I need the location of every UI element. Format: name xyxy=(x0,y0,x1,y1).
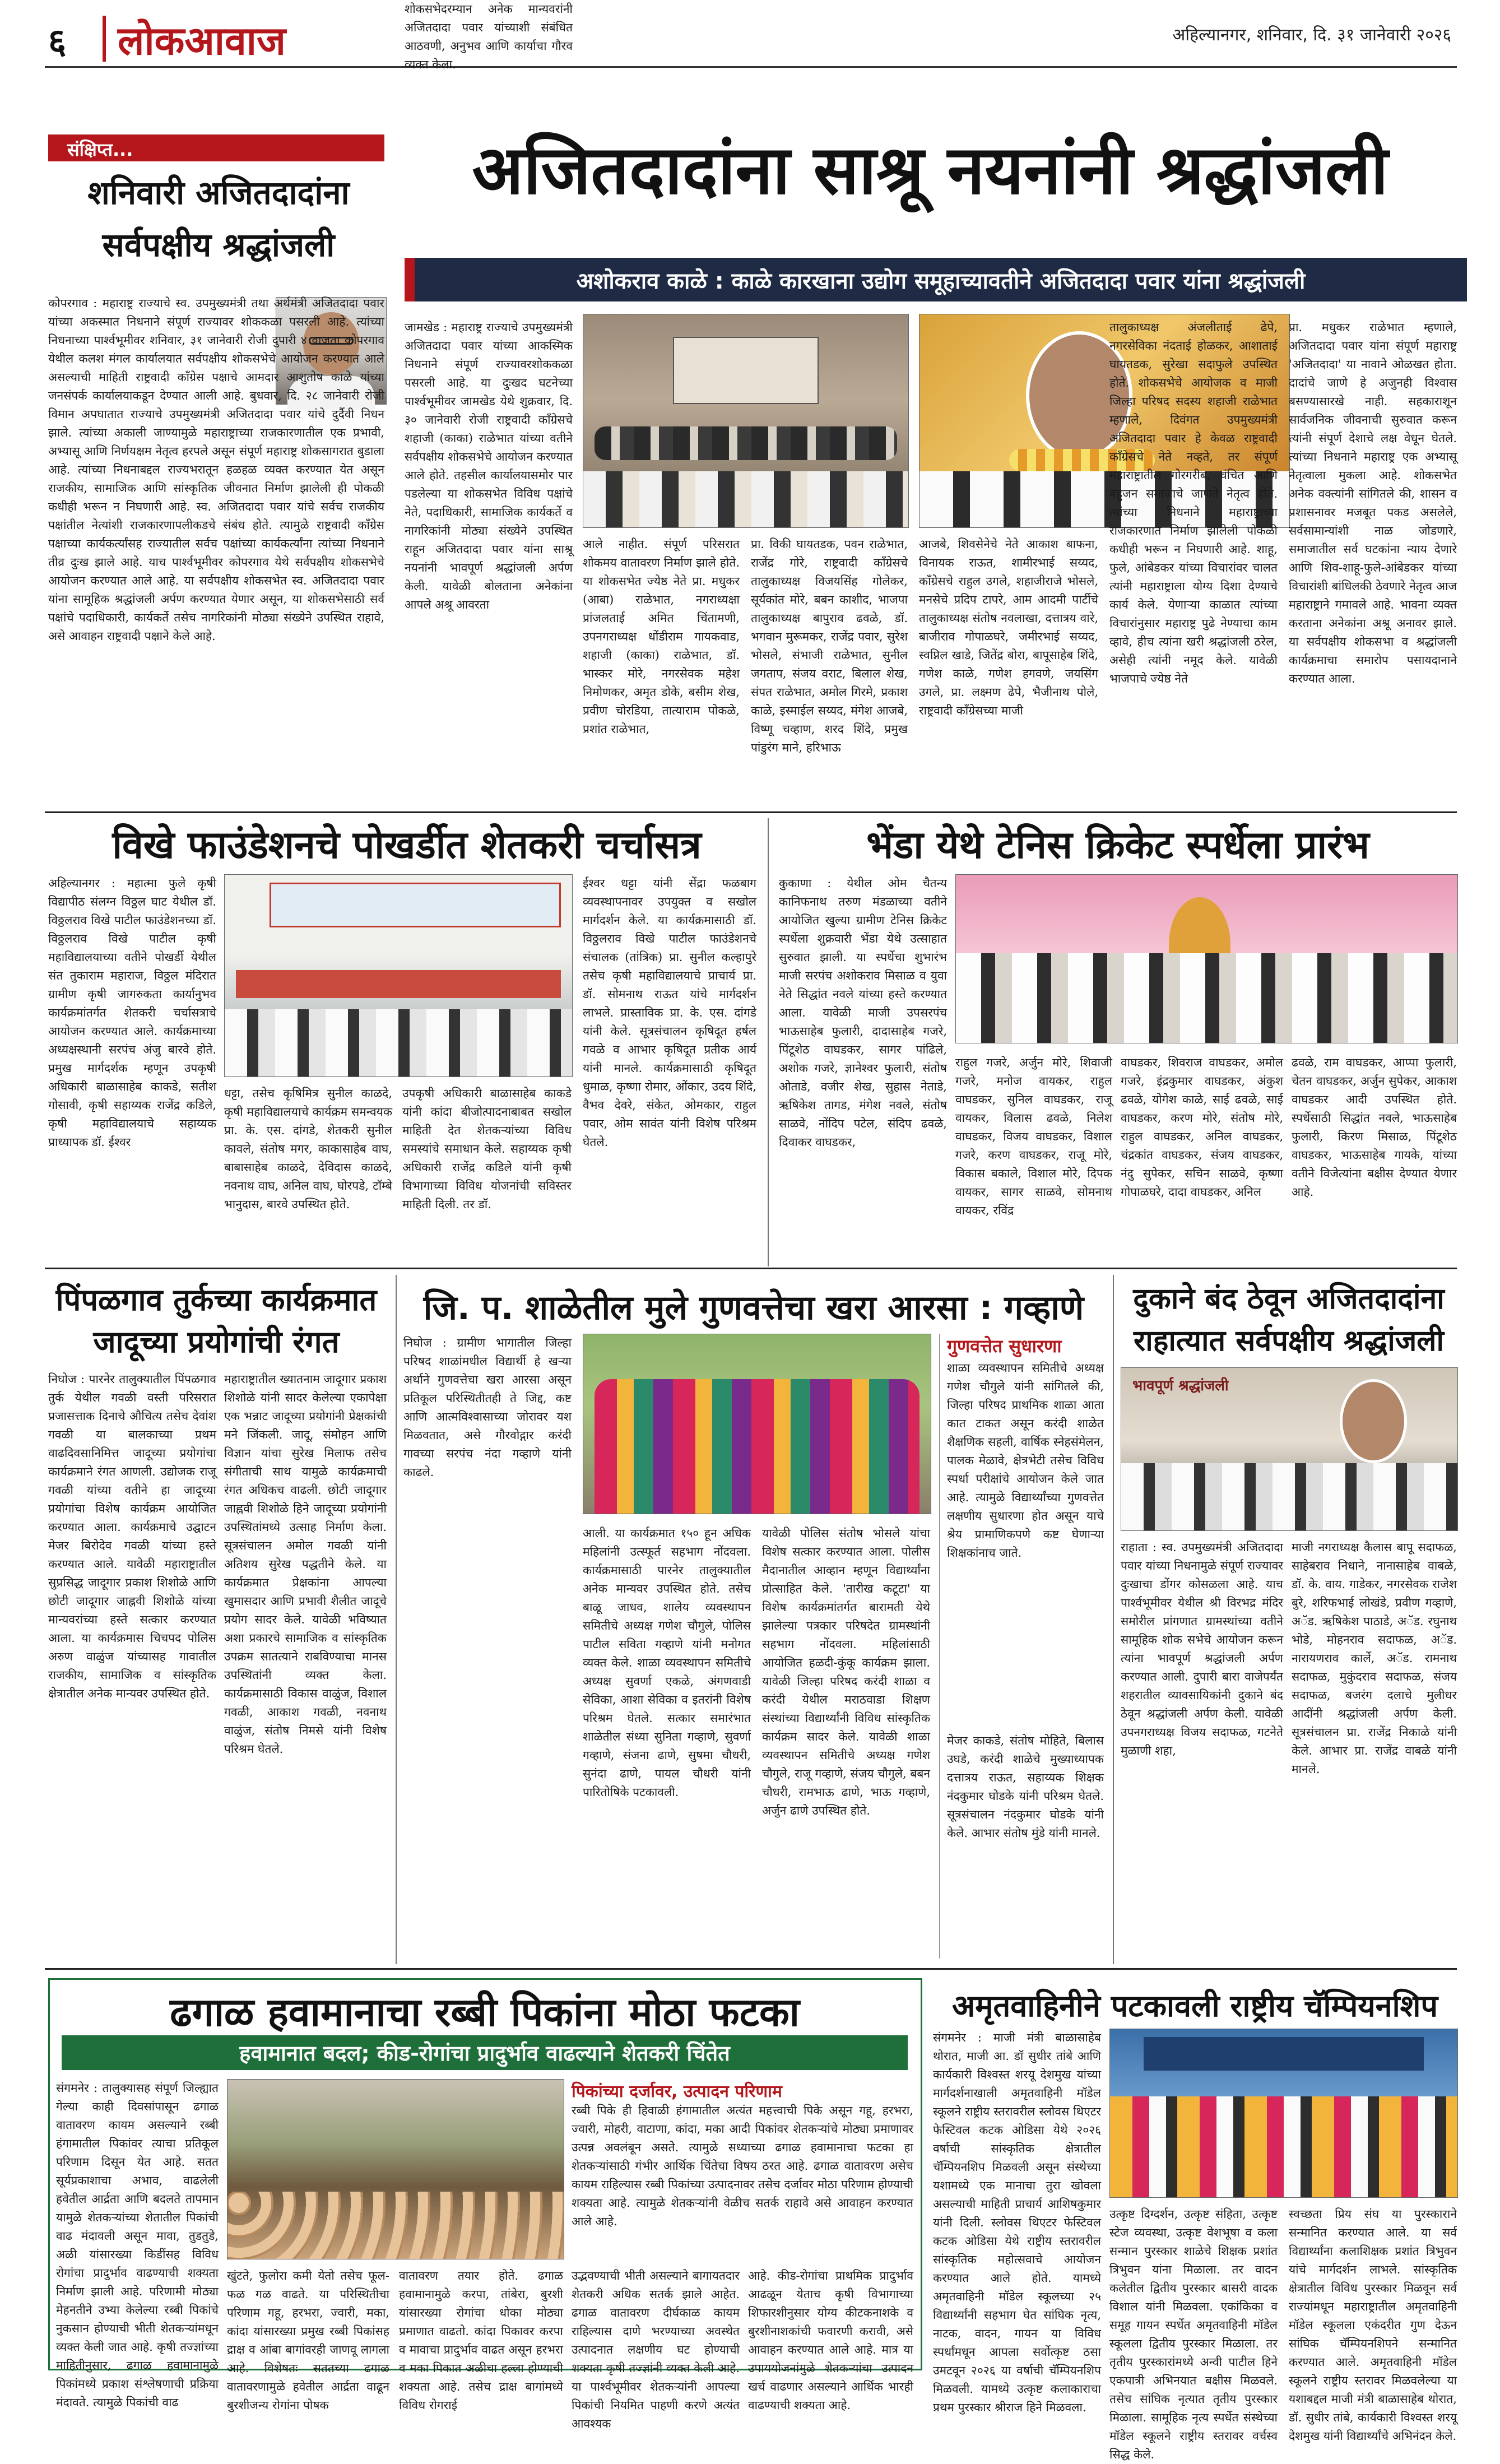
rahata-col-1: राहाता : स्व. उपमुख्यमंत्री अजितदादा पवार यांच्या निधनामुळे संपूर्ण राज्यावर दुःखाचा डोंगर कोसळला आहे. याच पार्श्वभूमीवर येथील श्री विरभद्र मंदिर समोरील प्रांगणात ग्रामस्थांच्या वतीने सामूहिक शोक सभेचे आयोजन करून त्यांना भावपूर्ण श्रद्धांजली अर्पण करण्यात आली. दुपारी बारा वाजेपर्यंत शहरातील व्यावसायिकांनी दुकाने बंद ठेवून श्रद्धांजली अर्पण केली. यावेळी उपनगराध्यक्ष विजय सदाफळ, गटनेते मुळाणी शहा, xyxy=(1121,1540,1283,1757)
lead-col-4: आजबे, शिवसेनेचे नेते आकाश बाफना, विनायक राऊत, शामीरभाई सय्यद, काँग्रेसचे राहुल उगले, शहाजीराजे भोसले, मनसेचे प्रदिप टापरे, आम आदमी पार्टीचे तालुकाध्यक्ष संतोष नवलाखा, दत्तात्रय वारे, बाजीराव गोपाळघरे, जमीरभाई सय्यद, स्वप्निल खाडे, जितेंद्र बोरा, बापूसाहेब शिंदे, गणेश काळे, गणेश हगवणे, जयसिंग उगले, प्रा. लक्ष्मण ढेपे, भैजीनाथ पोले, राष्ट्रवादी काँग्रेसच्या माजी xyxy=(919,537,1098,717)
school-women-group xyxy=(595,1379,919,1514)
lead-col-2: आले नाहीत. संपूर्ण परिसरात शोकमय वातावरण निर्माण झाले होते. या शोकसभेत ज्येष्ठ नेते प्रा. मधुकर (आबा) राळेभात, नगराध्यक्षा प्रांजलताई अमित चिंतामणी, उपनगराध्यक्ष धोंडीराम गायकवाड, शहाजी (काका) राळेभात, डॉ. भास्कर मोरे, नगरसेवक महेश निमोणकर, अमृत डोके, बसीम शेख, प्रवीण चोरडिया, तात्याराम पोकळे, प्रशांत राळेभात, xyxy=(583,537,740,736)
tennis-col-4: ढवळे, राम वाघडकर, आप्पा फुलारी, चेतन वाघडकर, अर्जुन सुपेकर, आकाश वाघडकर आदी उपस्थित होते. स्पर्धेसाठी सिद्धांत नवले, भाऊसाहेब फुलारी, किरण मिसाळ, पिंटूशेठ वाघडकर, भाऊसाहेब गायके, यांच्या वतीने विजेत्यांना बक्षीस देण्यात येणार आहे. xyxy=(1292,1056,1457,1199)
lead-col-1: जामखेड : महाराष्ट्र राज्याचे उपमुख्यमंत्री अजितदादा पवार यांच्या आकस्मिक निधनाने संपूर्ण राज्यावरशोककळा पसरली आहे. या दुःखद घटनेच्या पार्श्वभूमीवर जामखेड येथे शुक्रवार, दि. ३० जानेवारी रोजी राष्ट्रवादी काँग्रेसचे शहाजी (काका) राळेभात यांच्या वतीने सर्वपक्षीय शोकसभेचे आयोजन करण्यात आले होते. तहसील कार्यालयासमोर पार पडलेल्या या शोकसभेत विविध पक्षांचे नेते, पदाधिकारी, सामाजिक कार्यकर्ते व नागरिकांनी मोठ्या संख्येने उपस्थित राहून अजितदादा पवार यांना साश्रू नयनांनी भावपूर्ण श्रद्धांजली अर्पण केली. यावेळी बोलताना अनेकांना आपले अश्रू आवरता xyxy=(405,321,573,611)
magic-col-2: महाराष्ट्रातील ख्यातनाम जादूगार प्रकाश शिशोळे यांनी सादर केलेल्या एकापेक्षा एक भन्नाट जादूच्या प्रयोगांनी प्रेक्षकांची मने जिंकली. जादू, संमोहन आणि विज्ञान यांचा सुरेख मिलाफ तसेच संगीताची साथ यामुळे कार्यक्रमाची रंगत अधिकच वाढली. छोटी जादूगार जाह्नवी शिशोळे हिने जादूच्या प्रयोगांनी उपस्थितांमध्ये उत्साह निर्माण केला. सूत्रसंचालन अमोल गवळी यांनी अतिशय सुरेख पद्धतीने केले. या कार्यक्रमात प्रेक्षकांना आपल्या खुमासदार आणि प्रभावी शैलीत जादूचे प्रयोग सादर केले. यावेळी भविष्यात अशा प्रकारचे सामाजिक व सांस्कृतिक उपक्रम सातत्याने राबविण्याचा मानस उपस्थितांनी व्यक्त केला. कार्यक्रमासाठी विकास वाळुंज, विशाल गवळी, आकाश गवळी, नवनाथ वाळुंज, संतोष निमसे यांनी विशेष परिश्रम घेतले. xyxy=(224,1372,387,1756)
school-headline: जि. प. शाळेतील मुले गुणवत्तेचा खरा आरसा : गव्हाणे xyxy=(423,1288,1084,1328)
rahata-col-2: माजी नगराध्यक्ष कैलास बापू सदाफळ, साहेबराव निधाने, नानासाहेब वाबळे, डॉ. के. वाय. गाडेकर, नगरसेवक राजेश बुरे, शरिफभाई लोखंडे, प्रवीण गव्हाणे, अॅड. ऋषिकेश पाठाडे, अॅड. रघुनाथ भोडे, मोहनराव सदाफळ, अॅड. नारायणराव कार्ले, अॅड. रामनाथ सदाफळ, मुकुंदराव सदाफळ, संजय सदाफळ, बजरंग दलाचे मुलीधर आदींनी श्रद्धांजली अर्पण केली. सूत्रसंचालन प्रा. राजेंद्र निकाळे यांनी केले. आभार प्रा. राजेंद्र वाबळे यांनी मानले. xyxy=(1292,1540,1457,1776)
lead-col-6: प्रा. मधुकर राळेभात म्हणाले, अजितदादा पवार यांना संपूर्ण महाराष्ट्र 'अजितदादा' या नावाने ओळखत होता. दादांचे जाणे हे अजुनही विश्वास बसण्यासारखे नाही. सहकाराशून सार्वजनिक जीवनाची सुरुवात करून त्यांनी संपूर्ण देशाचे लक्ष वेधून घेतले. त्यांच्या निधनाने महाराष्ट्र एक अभ्यासू नेतृत्वाला मुकला आहे. शोकसभेत अनेक वक्त्यांनी सांगितले की, शासन व प्रशासनावर मजबूत पकड असलेले, सर्वसामान्यांशी नाळ जोडणारे, समाजातील सर्व घटकांना न्याय देणारे आणि शिव-शाहू-फुले-आंबेडकर यांच्या विचारांशी बांधिलकी ठेवणारे नेतृत्व आज महाराष्ट्राने गमावले आहे. भावना व्यक्त करताना अनेकांना अश्रू अनावर झाले. या सर्वपक्षीय शोकसभा व श्रद्धांजली कार्यक्रमाचा समारोप पसायदानाने करण्यात आला. xyxy=(1289,321,1457,685)
dateline: अहिल्यानगर, शनिवार, दि. ३१ जानेवारी २०२६ xyxy=(1172,25,1451,45)
dance-headline: अमृतवाहिनीने पटकावली राष्ट्रीय चॅम्पियनशिप xyxy=(951,1988,1438,2024)
rahata-headline-1: दुकाने बंद ठेवून अजितदादांना xyxy=(1133,1282,1445,1316)
rule-mid-3 xyxy=(1113,1275,1114,1964)
rabi-photo xyxy=(227,2079,564,2259)
rahata-people xyxy=(1121,1463,1457,1530)
school-box-title: गुणवत्तेत सुधारणा xyxy=(947,1335,1062,1357)
magic-headline-1: पिंपळगाव तुर्कच्या कार्यक्रमात xyxy=(55,1282,377,1317)
meeting-banner xyxy=(673,337,819,404)
farm-stage-table xyxy=(236,970,561,998)
rabi-box-body: रब्बी पिके ही हिवाळी हंगामातील अत्यंत महत्त्वाची पिके असून गहू, हरभरा, ज्वारी, मोहरी, वाटाणा, कांदा, मका आदी पिकांवर शेतकऱ्यांचे मोठ्या प्रमाणावर उत्पन्न अवलंबून असते. त्यामुळे सध्याच्या ढगाळ हवामानाचा फटका हा शेतकऱ्यांसाठी गंभीर आर्थिक चिंतेचा विषय ठरत आहे. ढगाळ वातावरण असेच कायम राहिल्यास रब्बी पिकांच्या उत्पादनावर तसेच दर्जावर मोठा परिणाम होण्याची शक्यता आहे. त्यामुळे शेतकऱ्यांनी वेळीच सतर्क राहावे असे आवाहन करण्यात आले आहे. xyxy=(572,2104,913,2228)
school-col-2: आली. या कार्यक्रमात १५० हून अधिक महिलांनी उत्स्फूर्त सहभाग नोंदवला. कार्यक्रमासाठी पारनेर तालुक्यातील अनेक मान्यवर उपस्थित होते. तसेच बाळू जाधव, शालेय व्यवस्थापन समितीचे अध्यक्ष गणेश चौगुले, पोलिस पाटील सविता गव्हाणे यांनी मनोगत व्यक्त केले. शाळा व्यवस्थापन समितीचे अध्यक्ष सुवर्णा एकळे, अंगणवाडी सेविका, आशा सेविका व इतरांनी विशेष परिश्रम घेतले. सत्कार समारंभात शाळेतील संध्या सुनिता गव्हाणे, सुवर्णा गव्हाणे, संजना ढाणे, सुषमा चौधरी, सुनंदा ढाणे, पायल चौधरी यांनी पारितोषिके पटकावली. xyxy=(583,1526,751,1799)
rule-row-2 xyxy=(45,1268,1457,1269)
rabi-col-5: आहे. कीड-रोगांचा प्राथमिक प्रादुर्भाव आढळून येताच कृषी विभागाच्या शिफारशीनुसार योग्य कीटकनाशके व बुरशीनाशकांची फवारणी करावी, असे आवाहन करण्यात आले आहे. मात्र या उपाययोजनांमुळे शेतकऱ्यांचा उत्पादन खर्च वाढणार असल्याने आर्थिक भारही वाढण्याची शक्यता आहे. xyxy=(748,2269,913,2412)
brief-headline-2: सर्वपक्षीय श्रद्धांजली xyxy=(102,226,335,264)
school-col-1: निघोज : ग्रामीण भागातील जिल्हा परिषद शाळांमधील विद्यार्थी हे खऱ्या अर्थाने गुणवत्तेचा खरा आरसा असून प्रतिकूल परिस्थितीतही ते जिद्द, कष्ट आणि आत्मविश्वासाच्या जोरावर यश मिळवतात, असे गौरवोद्गार करंदी गावच्या सरपंच नंदा गव्हाणे यांनी काढले. xyxy=(403,1336,572,1479)
brief-tag: संक्षिप्त... xyxy=(67,139,133,160)
rabi-box-title: पिकांच्या दर्जावर, उत्पादन परिणाम xyxy=(572,2082,782,2101)
tennis-col-1: कुकाणा : येथील ओम चैतन्य कानिफनाथ तरुण मंडळाच्या वतीने आयोजित खुल्या ग्रामीण टेनिस क्रिकेट स्पर्धेला शुक्रवारी भेंडा येथे उत्साहात सुरुवात झाली. या स्पर्धेचा शुभारंभ माजी सरपंच अशोकराव मिसाळ व युवा नेते सिद्धांत नवले यांच्या हस्ते करण्यात आला. यावेळी माजी उपसरपंच भाऊसाहेब फुलारी, दादासाहेब गजरे, पिंटूशेठ वाघडकर, सागर पांढिले, अशोक गजरे, ज्ञानेश्वर फुलारी, संतोष ओताडे, वजीर शेख, सुहास नेताडे, ऋषिकेश तागड, मंगेश नवले, संतोष साळवे, नोंदिप पटेल, संदिप ढवळे, दिवाकर वाघडकर, xyxy=(779,876,947,1149)
dance-col-3: स्वच्छता प्रिय संघ या पुरस्काराने सन्मानित करण्यात आले. या सर्व विद्यार्थ्यांना कलाशिक्षक प्रशांत त्रिभुवन यांचे मार्गदर्शन लाभले. सांस्कृतिक क्षेत्रातील विविध पुरस्कार मिळवून सर्व राज्यांमधून महाराष्ट्रातील अमृतवाहिनी मॉडेल स्कूलला एकंदरीत गुण देऊन सांघिक चॅम्पियनशिपने सन्मानित करण्यात आले. अमृतवाहिनी मॉडेल स्कूलने राष्ट्रीय स्तरावर मिळवलेल्या या यशाबद्दल माजी मंत्री बाळासाहेब थोरात, डॉ. सुधीर तांबे, कार्यकारी विश्वस्त शरयू देशमुख यांनी विद्यार्थ्यांचे अभिनंदन केले. xyxy=(1289,2207,1457,2443)
farm-col-1: अहिल्यानगर : महात्मा फुले कृषी विद्यापीठ संलग्न विठ्ठल घाट येथील डॉ. विठ्ठलराव विखे पाटील फाउंडेशनच्या डॉ. विठ्ठलराव विखे पाटील कृषी महाविद्यालयाच्या वतीने पोखर्डी येथील संत तुकाराम महाराज, विठ्ठल मंदिरात ग्रामीण कृषी जागरुकता कार्यानुभव कार्यक्रमांतर्गत शेतकरी चर्चासत्राचे आयोजन करण्यात आले. कार्यक्रमाच्या अध्यक्षस्थानी सरपंच अंजु बारवे होते. प्रमुख मार्गदर्शक म्हणून उपकृषी अधिकारी बाळासाहेब काकडे, सतीश गोसावी, कृषी सहाय्यक राजेंद्र कडिले, कृषी महाविद्यालयाचे सहाय्यक प्राध्यापक डॉ. ईश्वर xyxy=(48,876,216,1149)
farm-col-3: ईश्वर धट्टा यांनी सेंद्रा फळबाग व्यवस्थापनावर उपयुक्त व सखोल मार्गदर्शन केले. या कार्यक्रमासाठी डॉ. विठ्ठलराव विखे पाटील फाउंडेशनचे संचालक (तांत्रिक) प्रा. सुनील कल्हापुरे तसेच कृषी महाविद्यालयाचे प्राचार्य प्रा. डॉ. सोमनाथ राऊत यांचे मार्गदर्शन लाभले. प्रास्ताविक प्रा. के. एस. दांगडे यांनी केले. सूत्रसंचालन कृषिदूत हर्षल गवळे व आभार कृषिदूत प्रतीक आर्य यांनी मानले. कार्यक्रमासाठी कृषिदूत धुमाळ, कृष्णा रोमार, ओंकार, उदय शिंदे, वैभव देवरे, संकेत, ओमकार, राहुल पवार, ओम सावंत यांनी विशेष परिश्रम घेतले. xyxy=(583,876,756,1149)
lead-photo-meeting xyxy=(583,314,909,528)
tennis-crowd xyxy=(956,953,1457,1043)
masthead-rule xyxy=(45,66,1457,68)
lead-subhead: अशोकराव काळे : काळे कारखाना उद्योग समूहाच्यावतीने अजितदादा पवार यांना श्रद्धांजली xyxy=(405,258,1467,301)
school-photo xyxy=(583,1334,931,1514)
tennis-col-3: वाघडकर, शिवराज वाघडकर, अमोल गजरे, इंद्रकुमार वाघडकर, अंकुश ढवळे, योगेश काळे, साई ढवळे, साई वाघडकर, करण मोरे, संतोष मोरे, राहुल वाघडकर, अनिल वाघडकर, चंद्रकांत वाघडकर, संजय वाघडकर, नंदु सुपेकर, सचिन साळवे, कृष्णा गोपाळघरे, दादा वाघडकर, अनिल xyxy=(1121,1056,1283,1199)
tennis-headline: भेंडा येथे टेनिस क्रिकेट स्पर्धेला प्रारंभ xyxy=(866,823,1369,867)
farm-caption-1: धट्टा, तसेच कृषिमित्र सुनील काळदे, कृषी महाविद्यालयाचे कार्यक्रम समन्वयक प्रा. के. एस. दांगडे, शेतकरी सुनील कावले, संतोष मगर, काकासाहेब वाघ, बाबासाहेब काळदे, देविदास काळदे, नवनाथ वाघ, अनिल वाघ, घोरपडे, टॉम्बे भानुदास, बारवे उपस्थित होते. xyxy=(224,1087,392,1211)
farm-caption-2: उपकृषी अधिकारी बाळासाहेब काकडे यांनी कांदा बीजोत्पादनाबाबत सखोल माहिती देत शेतकऱ्यांच्या विविध समस्यांचे समाधान केले. सहाय्यक कृषी अधिकारी राजेंद्र कडिले यांनी कृषी विभागाच्या विविध योजनांची सविस्तर माहिती दिली. तर डॉ. xyxy=(402,1087,572,1211)
dance-col-1: संगमनेर : माजी मंत्री बाळासाहेब थोरात, माजी आ. डॉ सुधीर तांबे आणि कार्यकारी विश्वस्त शरयू देशमुख यांच्या मार्गदर्शनाखाली अमृतवाहिनी मॉडेल स्कूलने राष्ट्रीय स्तरावरील स्लोवस थिएटर फेस्टिवल कटक ओडिसा येथे २०२६ वर्षाची सांस्कृतिक क्षेत्रातील चॅम्पियनशिप मिळवली असून संस्थेच्या यशामध्ये एक मानाचा तुरा खोवला असल्याची माहिती प्राचार्य आशिषकुमार यांनी दिली. स्लोवस थिएटर फेस्टिवल कटक ओडिसा येथे राष्ट्रीय स्तरावरील सांस्कृतिक महोत्सवाचे आयोजन करण्यात आले होते. यामध्ये अमृतवाहिनी मॉडेल स्कूलच्या २५ विद्यार्थ्यांनी सहभाग घेत सांघिक नृत्य, नाटक, वादन, गायन या विविध स्पर्धांमधून आपला सर्वोत्कृष्ट ठसा उमटवून २०२६ या वर्षाची चॅम्पियनशिप मिळवली. यामध्ये उत्कृष्ट कलाकाराचा प्रथम पुरस्कार श्रीराज हिने मिळवला. xyxy=(933,2031,1101,2414)
lead-col-3: प्रा. विकी घायतडक, पवन राळेभात, राजेंद्र गोरे, राष्ट्रवादी काँग्रेसचे तालुकाध्यक्ष विजयसिंह गोलेकर, सूर्यकांत मोरे, बबन काशीद, भाजपा तालुकाध्यक्ष बापुराव ढवळे, डॉ. भगवान मुरूमकर, राजेंद्र पवार, सुरेश भोसले, संभाजी राळेभात, सुनील जगताप, संजय वराट, बिलाल शेख, संपत राळेभात, अमोल गिरमे, प्रकाश काळे, इस्माईल सय्यद, मंगेश आजबे, विष्णू चव्हाण, शरद शिंदे, प्रमुख पांडुरंग माने, हरिभाऊ xyxy=(751,537,908,754)
rahata-photo xyxy=(1121,1367,1458,1531)
farm-stage-banner xyxy=(270,883,561,927)
school-col-4b: मेजर काकडे, संतोष मोहिते, बिलास उघडे, करंदी शाळेचे मुख्याध्यापक दत्तात्रय राऊत, सहाय्यक शिक्षक नंदकुमार घोडके यांनी परिश्रम घेतले. सूत्रसंचालन नंदकुमार घोडके यांनी केले. आभार संतोष मुंडे यांनी मानले. xyxy=(947,1734,1104,1840)
dance-stage-banner xyxy=(1144,2037,1424,2071)
rule-mid-2 xyxy=(396,1275,397,1964)
meeting-crowd-row-2 xyxy=(583,471,908,527)
dance-col-2: उत्कृष्ट दिग्दर्शन, उत्कृष्ट संहिता, उत्कृष्ट स्टेज व्यवस्था, उत्कृष्ट वेशभूषा व कला सन्मान पुरस्कार शाळेचे शिक्षक प्रशांत त्रिभुवन यांना मिळाला. तर वादन कलेतील द्वितीय पुरस्कार बासरी वादक विशाल यांनी मिळवला. एकांकिका व समूह गायन स्पर्धेत अमृतवाहिनी मॉडेल स्कूलला द्वितीय पुरस्कार मिळाला. तर तृतीय पुरस्कारांमध्ये अन्वी पाटील हिने एकपात्री अभिनयात बक्षीस मिळवले. तसेच सांघिक नृत्यात तृतीय पुरस्कार मिळाला. सामूहिक नृत्य स्पर्धेत संस्थेच्या मॉडेल स्कूलने राष्ट्रीय स्तरावर वर्चस्व सिद्ध केले. xyxy=(1109,2207,1278,2461)
masthead xyxy=(0,0,1500,73)
brief-body: कोपरगाव : महाराष्ट्र राज्याचे स्व. उपमुख्यमंत्री तथा अर्थमंत्री अजितदादा पवार यांच्या अकस्मात निधनाने संपूर्ण राज्यावर शोककळा पसरली आहे. त्यांच्या निधनाच्या पार्श्वभूमीवर शनिवार, ३१ जानेवारी रोजी दुपारी ४ वाजता कोपरगाव येथील कलश मंगल कार्यालयात सर्वपक्षीय शोकसभेचे आयोजन करण्यात आले असल्याची माहिती राष्ट्रवादी काँग्रेस पक्षाचे आमदार आशुतोष काळे यांच्या जनसंपर्क कार्यालयाकडून देण्यात आली आहे. बुधवार, दि. २८ जानेवारी रोजी विमान अपघातात राज्याचे उपमुख्यमंत्री अजितदादा पवार यांचे दुर्दैवी निधन झाले. त्यांच्या अकाली जाण्यामुळे महाराष्ट्राच्या राजकारणातील एक प्रभावी, अभ्यासू आणि निर्णयक्षम नेतृत्व हरपले असून संपूर्ण महाराष्ट्र शोकसागरात बुडाला आहे. त्यांच्या निधनाबद्दल राज्यभरातून हळहळ व्यक्त करण्यात येत असून राजकीय, सामाजिक आणि सांस्कृतिक जीवनात निर्माण झालेली ही पोकळी कधीही भरून न निघणारी आहे. स्व. अजितदादा पवार यांचे सर्वच राजकीय पक्षांतील नेत्यांशी राजकारणापलीकडचे संबंध होते. त्यामुळे राष्ट्रवादी काँग्रेस पक्षाच्या कार्यकर्त्यांसह राज्यातील सर्वच पक्षांच्या कार्यकर्त्यांना त्यांच्या निधनाने तीव्र दुःख झाले आहे. याच पार्श्वभूमीवर कोपरगाव येथे सर्वपक्षीय शोकसभेचे आयोजन करण्यात आले आहे. या सर्वपक्षीय शोकसभेत स्व. अजितदादा पवार यांना सामूहिक श्रद्धांजली अर्पण करण्यात येणार असून, या शोकसभेसाठी सर्व पक्षांचे पदाधिकारी, कार्यकर्ते तसेच नागरिकांनी मोठ्या संख्येने उपस्थित राहावे, असे आवाहन राष्ट्रवादी पक्षाने केले आहे. xyxy=(48,296,384,643)
rabi-onions xyxy=(227,2192,564,2259)
rahata-portrait xyxy=(1340,1379,1407,1463)
rabi-subhead: हवामानात बदल; कीड-रोगांचा प्रादुर्भाव वाढल्याने शेतकरी चिंतेत xyxy=(62,2035,908,2070)
farm-headline: विखे फाउंडेशनचे पोखर्डीत शेतकरी चर्चासत्र xyxy=(112,823,702,867)
farm-audience xyxy=(225,1009,572,1076)
lead-col-5: तालुकाध्यक्ष अंजलीताई ढेपे, नगरसेविका नंदताई होळकर, आशाताई घायतडक, सुरेखा सदाफुले उपस्थित होते. शोकसभेचे आयोजक व माजी जिल्हा परिषद सदस्य शहाजी राळेभात म्हणाले, दिवंगत उपमुख्यमंत्री अजितदादा पवार हे केवळ राष्ट्रवादी काँग्रेसचे नेते नव्हते, तर संपूर्ण महाराष्ट्रातील गोरगरीब, वंचित आणि बहुजन समाजाचे जाणते नेतृत्व होते. त्यांच्या निधनाने महाराष्ट्राच्या राजकारणात निर्माण झालेली पोकळी कधीही भरून न निघणारी आहे. शाहू, फुले, आंबेडकर यांच्या विचारांवर चालत त्यांनी महाराष्ट्राला योग्य दिशा देण्याचे कार्य केले. येणाऱ्या काळात त्यांच्या विचारांनुसार महाराष्ट्र पुढे नेण्याचा काम व्हावे, हीच त्यांना खरी श्रद्धांजली ठरेल, असेही त्यांनी नमूद केले. यावेळी भाजपाचे ज्येष्ठ नेते xyxy=(1109,321,1278,685)
rahata-banner: भावपूर्ण श्रद्धांजली xyxy=(1132,1377,1229,1394)
rabi-col-4: उद्भवण्याची भीती असल्याने बागायतदार शेतकरी अधिक सतर्क झाले आहेत. ढगाळ वातावरण दीर्घकाळ कायम राहिल्यास दाणे भरण्याच्या अवस्थेत उत्पादनात लक्षणीय घट होण्याची शक्यता कृषी तज्ज्ञांनी व्यक्त केली आहे. या पार्श्वभूमीवर शेतकऱ्यांनी आपल्या पिकांची नियमित पाहणी करणे अत्यंत आवश्यक xyxy=(572,2269,740,2430)
page-number: ६ xyxy=(48,21,67,62)
rule-row-3 xyxy=(45,1968,1457,1970)
magic-col-1: निघोज : पारनेर तालुक्यातील पिंपळगाव तुर्क येथील गवळी वस्ती परिसरात प्रजासत्ताक दिनाचे औचित्य तसेच देवांश गवळी या बालकाच्या प्रथम वाढदिवसानिमित्त जादूच्या प्रयोगांचा कार्यक्रमाने रंगत आणली. उद्योजक राजू गवळी यांच्या वतीने हा जादूच्या प्रयोगांचा विशेष कार्यक्रम आयोजित करण्यात आला. कार्यक्रमाचे उद्घाटन मेजर बिरोदेव गवळी यांच्या हस्ते करण्यात आले. यावेळी महाराष्ट्रातील सुप्रसिद्ध जादूगार प्रकाश शिशोळे आणि छोटी जादूगार जाह्नवी शिशोळे यांच्या मान्यवरांच्या हस्ते सत्कार करण्यात आला. या कार्यक्रमास चिचपद पोलिस अरुण वाळुंज यांच्यासह गावातील राजकीय, सामाजिक व सांस्कृतिक क्षेत्रातील अनेक मान्यवर उपस्थित होते. xyxy=(48,1372,216,1700)
rule-mid-1 xyxy=(768,818,769,1266)
magic-headline-2: जादूच्या प्रयोगांची रंगत xyxy=(93,1324,340,1359)
tennis-col-2: राहुल गजरे, अर्जुन मोरे, शिवाजी गजरे, मनोज वायकर, राहुल वाघडकर, सुनिल वाघडकर, राजू वायकर, विलास ढवळे, निलेश वाघडकर, विजय वाघडकर, विशाल गजरे, करण वाघडकर, राजू मोरे, विकास बकाले, विशाल मोरे, दिपक वायकर, सागर साळवे, सोमनाथ वायकर, रविंद्र xyxy=(955,1056,1112,1217)
brief-headline-1: शनिवारी अजितदादांना xyxy=(87,174,350,212)
masthead-divider xyxy=(103,16,106,62)
rabi-col-1: संगमनेर : तालुक्यासह संपूर्ण जिल्ह्यात गेल्या काही दिवसांपासून ढगाळ वातावरण कायम असल्याने रब्बी हंगामातील पिकांवर त्याचा प्रतिकूल परिणाम दिसून येत आहे. सतत सूर्यप्रकाशाचा अभाव, वाढलेली हवेतील आर्द्रता आणि बदलते तापमान यामुळे शेतकऱ्यांच्या शेतातील पिकांची वाढ मंदावली असून मावा, तुडतुडे, अळी यांसारख्या किडींसह विविध रोगांचा प्रादुर्भाव वाढण्याची शक्यता निर्माण झाली आहे. परिणामी मोठ्या मेहनतीने उभ्या केलेल्या रब्बी पिकांचे नुकसान होण्याची भीती शेतकऱ्यांमधून व्यक्त केली जात आहे. कृषी तज्ज्ञांच्या माहितीनुसार, ढगाळ हवामानामुळे पिकांमध्ये प्रकाश संश्लेषणाची प्रक्रिया मंदावते. त्यामुळे पिकांची वाढ xyxy=(56,2081,219,2409)
lead-col-1b: शोकसभेदरम्यान अनेक मान्यवरांनी अजितदादा पवार यांच्याशी संबंधित आठवणी, अनुभव आणि कार्याचा गौरव व्यक्त केला. xyxy=(405,2,573,71)
rabi-col-3: वातावरण तयार होते. ढगाळ हवामानामुळे करपा, तांबेरा, बुरशी यांसारख्या रोगांचा धोका मोठ्या प्रमाणात वाढतो. कांदा पिकावर करपा व मावाचा प्रादुर्भाव वाढत असून हरभरा व मका पिकात अळीचा हल्ला होण्याची शक्यता आहे. तसेच द्राक्ष बागांमध्ये विविध रोगराई xyxy=(399,2269,563,2412)
paper-name: लोकआवाज xyxy=(118,18,286,64)
farm-photo-stage xyxy=(224,874,573,1077)
rabi-col-2: खुंटते, फुलोरा कमी येतो तसेच फूल-फळ गळ वाढते. या परिस्थितीचा परिणाम गहू, हरभरा, ज्वारी, मका, कांदा यांसारख्या प्रमुख रब्बी पिकांसह द्राक्ष व आंबा बागांवरही जाणवू लागला आहे. विशेषतः सततच्या ढगाळ वातावरणामुळे हवेतील आर्द्रता वाढून बुरशीजन्य रोगांना पोषक xyxy=(227,2269,389,2412)
dance-students xyxy=(1110,2096,1457,2197)
tennis-photo xyxy=(955,874,1458,1043)
meeting-crowd-row-1 xyxy=(595,426,897,460)
lead-headline: अजितदादांना साश्रू नयनांनी श्रद्धांजली xyxy=(472,132,1388,210)
school-col-4: शाळा व्यवस्थापन समितीचे अध्यक्ष गणेश चौगुले यांनी सांगितले की, जिल्हा परिषद प्राथमिक शाळा आता कात टाकत असून करंदी शाळेत शैक्षणिक सहली, वार्षिक स्नेहसंमेलन, पालक मेळावे, क्षेत्रभेटी तसेच विविध स्पर्धा परीक्षांचे आयोजन केले जात आहे. त्यामुळे विद्यार्थ्यांच्या गुणवत्तेत लक्षणीय सुधारणा होत असून याचे श्रेय प्रामाणिकपणे कष्ट घेणाऱ्या शिक्षकांनाच जाते. xyxy=(947,1361,1104,1560)
school-col-3: यावेळी पोलिस संतोष भोसले यांचा विशेष सत्कार करण्यात आला. पोलीस मैदानातील आव्हान म्हणून विद्यार्थ्यांना प्रोत्साहित केले. 'तारीख कटूटा' या विशेष कार्यक्रमांतर्गत बारामती येथे झालेल्या पत्रकार परिषदेत ग्रामस्थांनी सहभाग नोंदवला. महिलांसाठी आयोजित हळदी-कुंकू कार्यक्रम झाला. यावेळी जिल्हा परिषद करंदी शाळा व करंदी येथील मराठवाडा शिक्षण संस्थांच्या विद्यार्थ्यांनी विविध सांस्कृतिक कार्यक्रम सादर केले. यावेळी शाळा व्यवस्थापन समितीचे अध्यक्ष गणेश चौगुले, राजू गव्हाणे, संजय चौगुले, बबन चौधरी, रामभाऊ ढाणे, भाऊ गव्हाणे, अर्जुन ढाणे उपस्थित होते. xyxy=(762,1526,930,1817)
rule-row-1 xyxy=(45,811,1457,813)
rahata-headline-2: राहात्यात सर्वपक्षीय श्रद्धांजली xyxy=(1133,1324,1445,1358)
rabi-headline: ढगाळ हवामानाचा रब्बी पिकांना मोठा फटका xyxy=(170,1989,800,2035)
dance-photo xyxy=(1109,2029,1458,2198)
